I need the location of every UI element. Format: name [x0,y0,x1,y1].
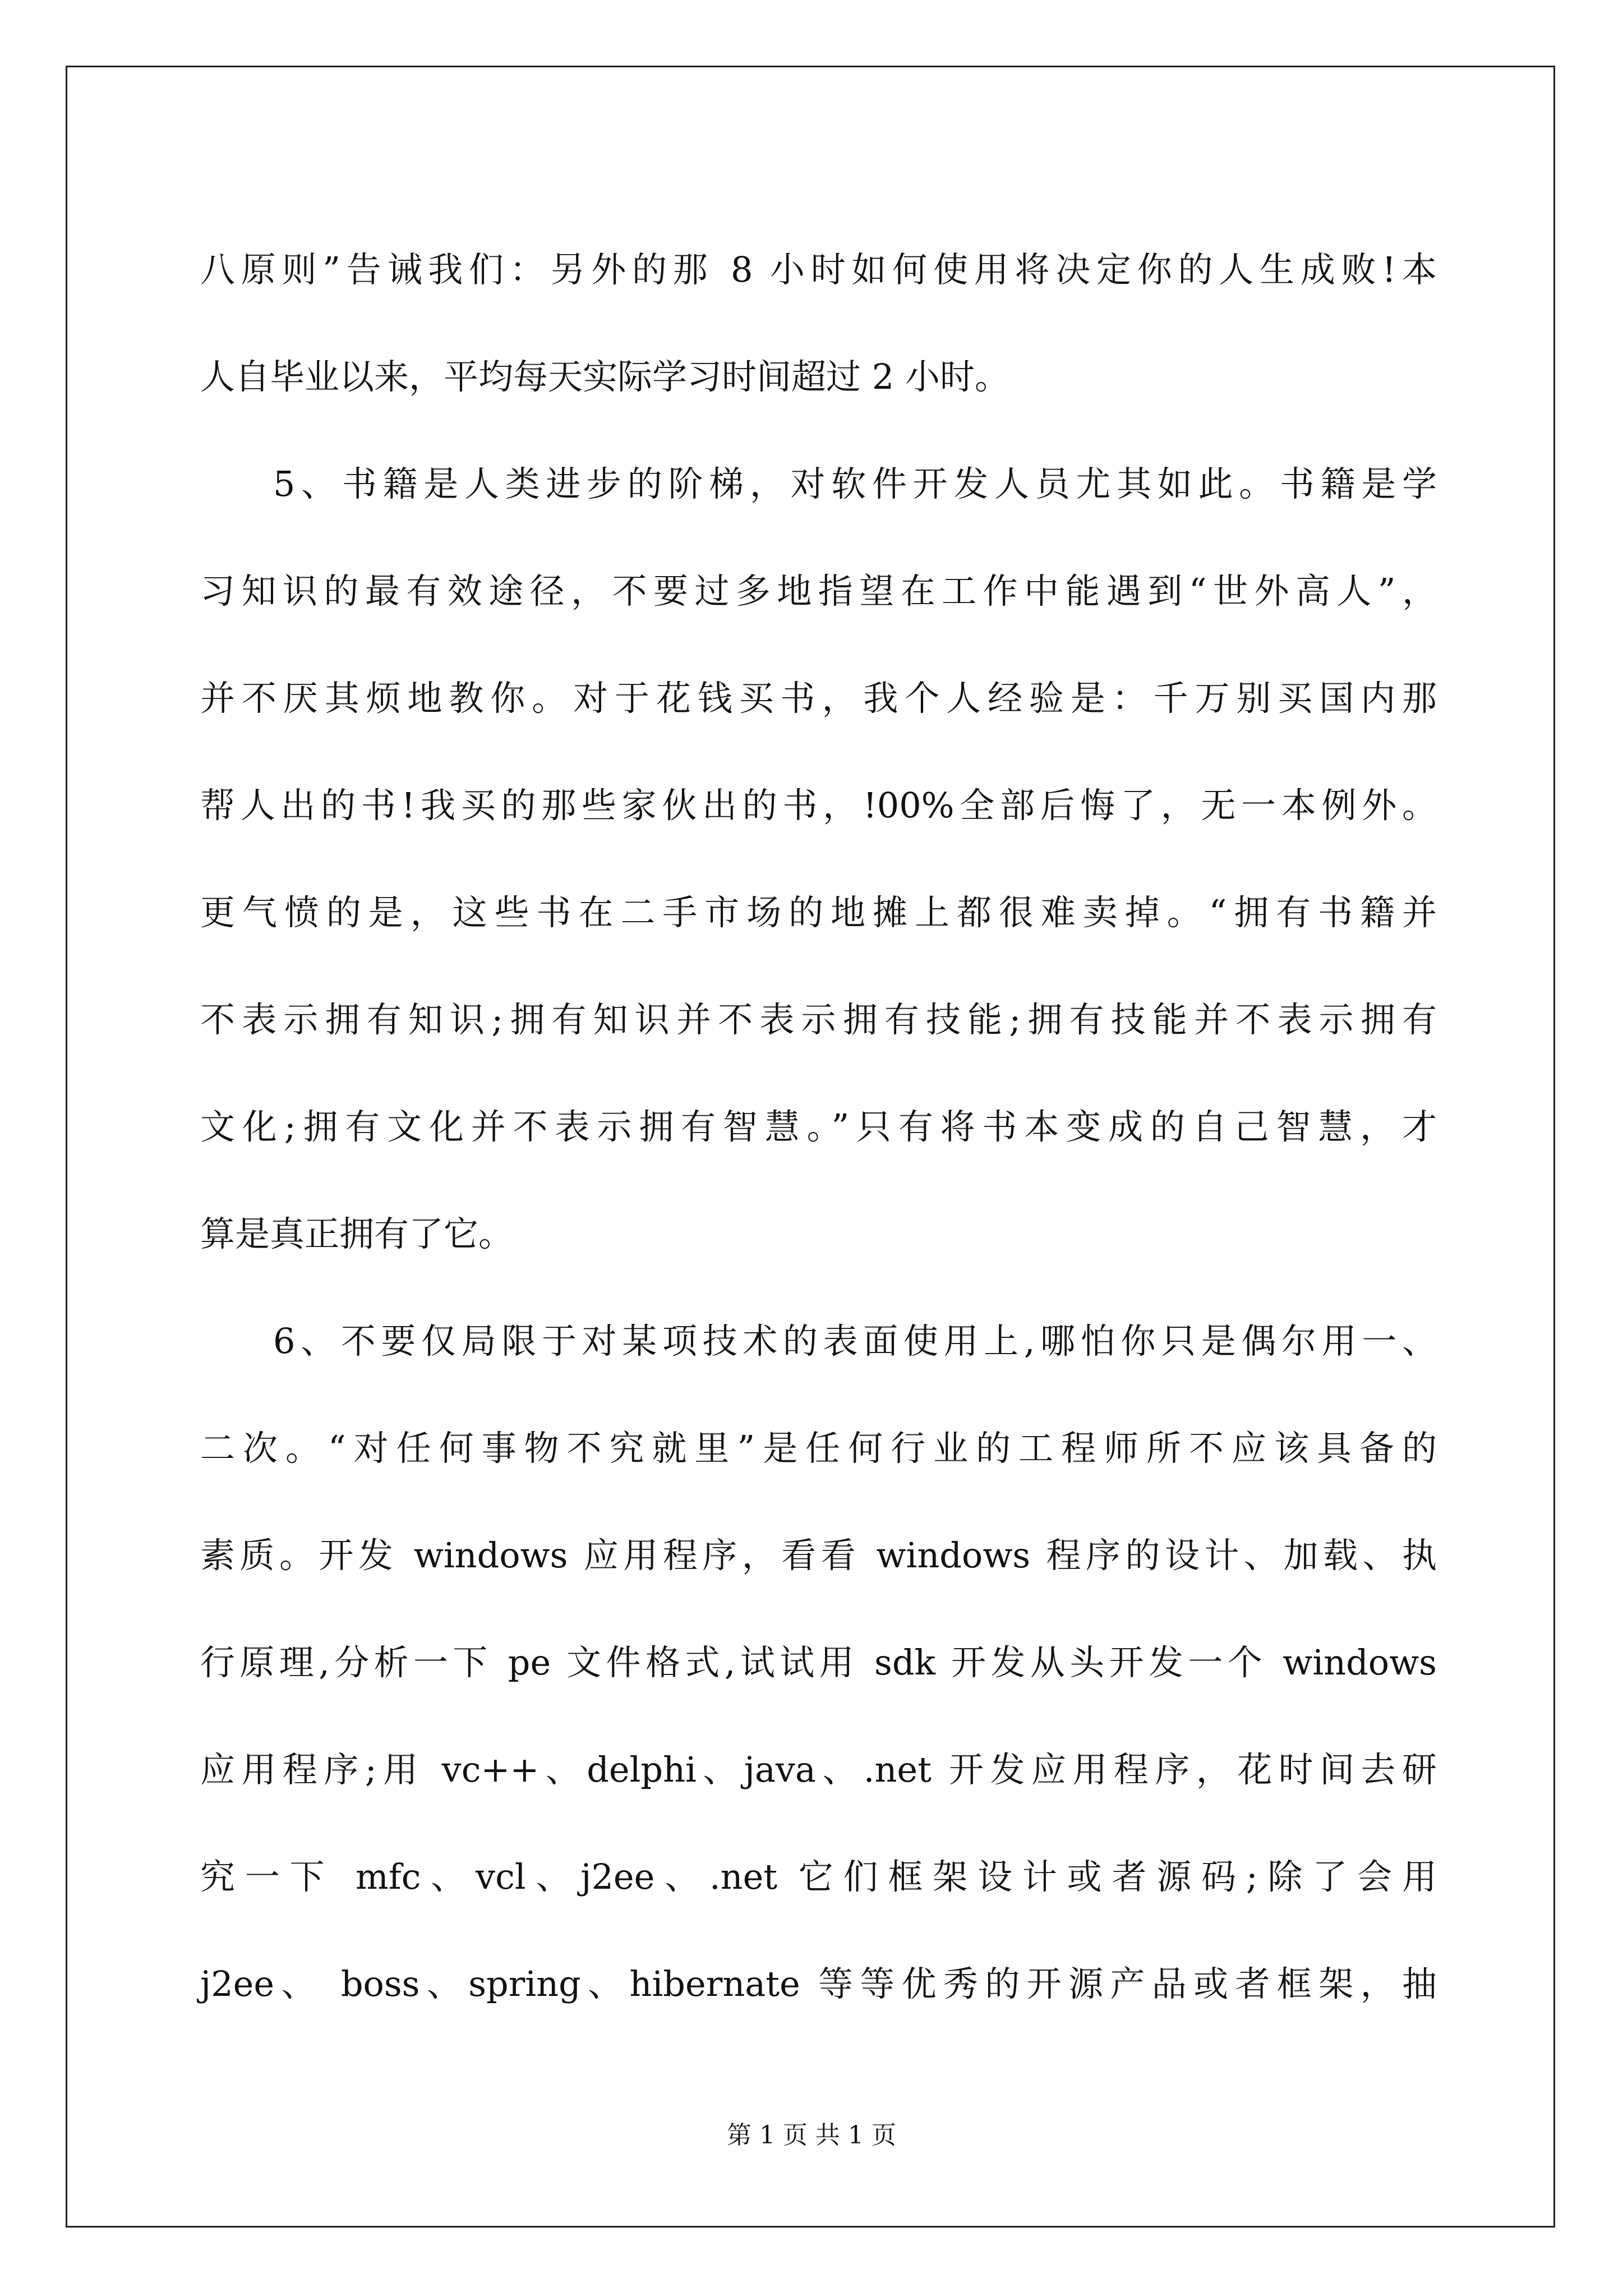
text-line: 应用程序;用 vc++、delphi、java、.net 开发应用程序，花时间去研 [200,1749,1437,1790]
text-line: 5、书籍是人类进步的阶梯，对软件开发人员尤其如此。书籍是学 [273,463,1437,504]
text-line: 文化;拥有文化并不表示拥有智慧。”只有将书本变成的自己智慧，才 [200,1106,1437,1147]
text-line: 并不厌其烦地教你。对于花钱买书，我个人经验是：千万别买国内那 [200,678,1437,719]
text-line: 6、不要仅局限于对某项技术的表面使用上,哪怕你只是偶尔用一、 [273,1320,1437,1361]
text-line: 不表示拥有知识;拥有知识并不表示拥有技能;拥有技能并不表示拥有 [200,999,1437,1040]
document-body [200,216,1437,2037]
page-footer: 第 1 页 共 1 页 [727,2121,896,2150]
text-line: 素质。开发 windows 应用程序，看看 windows 程序的设计、加载、执 [200,1535,1437,1576]
text-line: 二次。“对任何事物不究就里”是任何行业的工程师所不应该具备的 [200,1428,1437,1469]
text-line: 习知识的最有效途径，不要过多地指望在工作中能遇到“世外高人”， [200,570,1437,611]
text-line: 更气愤的是，这些书在二手市场的地摊上都很难卖掉。“拥有书籍并 [200,892,1437,933]
text-line: 帮人出的书!我买的那些家伙出的书，!00%全部后悔了，无一本例外。 [200,785,1437,826]
text-line: 人自毕业以来，平均每天实际学习时间超过 2 小时。 [200,356,1009,397]
text-line: j2ee、 boss、spring、hibernate 等等优秀的开源产品或者框架，抽 [200,1963,1437,2004]
text-line: 究一下 mfc、vcl、j2ee、.net 它们框架设计或者源码;除了会用 [200,1856,1437,1897]
text-line: 行原理,分析一下 pe 文件格式,试试用 sdk 开发从头开发一个 windows [200,1642,1437,1683]
text-line: 算是真正拥有了它。 [200,1213,514,1254]
text-line: 八原则”告诫我们：另外的那 8 小时如何使用将决定你的人生成败!本 [200,249,1437,290]
